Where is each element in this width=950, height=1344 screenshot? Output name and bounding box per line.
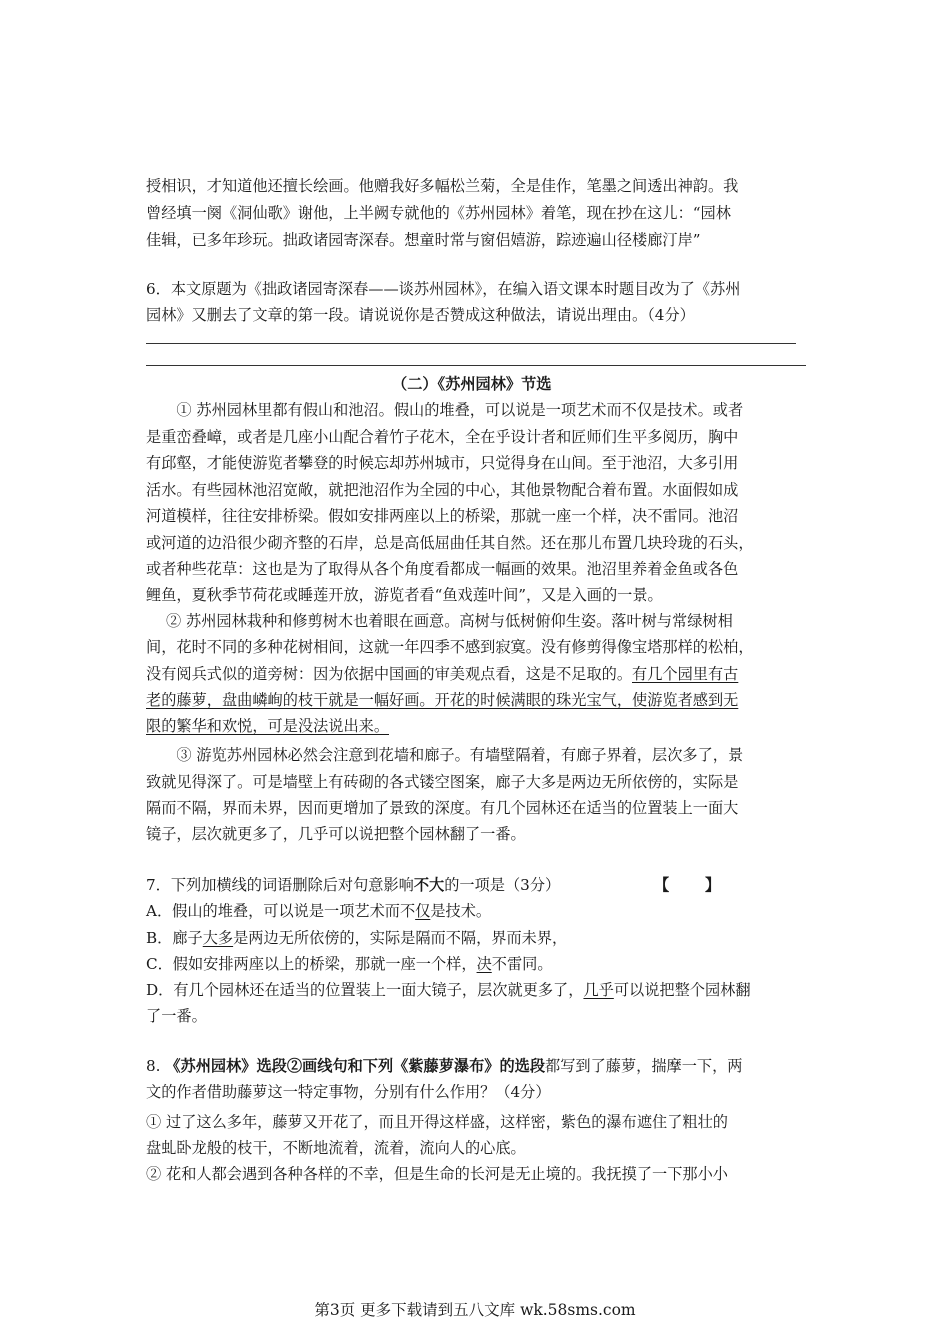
q7-a-underlined: 仅	[415, 902, 431, 920]
answer-line-2	[146, 365, 806, 366]
q8-excerpt-1-line-2: 盘虬卧龙般的枝干，不断地流着，流着，流向人的心底。	[146, 1139, 526, 1157]
q7-a-text: A．假山的堆叠，可以说是一项艺术而不	[146, 902, 416, 920]
q8-excerpt-2-line-1: ② 花和人都会遇到各种各样的不幸，但是生命的长河是无止境的。我抚摸了一下那小小	[146, 1165, 728, 1183]
p3-line-1: ③ 游览苏州园林必然会注意到花墙和廊子。有墙壁隔着，有廊子界着，层次多了，景	[146, 746, 744, 764]
q7-stem-text-a: 7．下列加横线的词语删除后对句意影响	[146, 876, 414, 894]
q7-d-text-end: 可以说把整个园林翻	[613, 981, 751, 999]
answer-line-1	[146, 343, 796, 344]
q7-d-text: D．有几个园林还在适当的位置装上一面大镜子，层次就更多了，	[146, 981, 584, 999]
page-footer: 第3页 更多下载请到五八文库 wk.58sms.com	[314, 1301, 636, 1319]
q8-number: 8.	[146, 1057, 166, 1075]
q7-option-a	[146, 901, 491, 921]
intro-line-2: 曾经填一阕《洞仙歌》谢他，上半阙专就他的《苏州园林》着笔，现在抄在这儿：“园林	[146, 204, 731, 222]
p2-line-3	[146, 664, 738, 684]
p3-line-2: 致就见得深了。可是墙壁上有砖砌的各式镂空图案，廊子大多是两边无所依傍的，实际是	[146, 773, 739, 791]
p1-line-8: 鲤鱼，夏秋季节荷花或睡莲开放，游览者看“鱼戏莲叶间”，又是入画的一景。	[146, 586, 663, 604]
q7-option-d-cont: 了一番。	[146, 1007, 207, 1025]
q7-stem-emphasis: 不大	[413, 876, 445, 894]
p1-line-3: 有邱壑，才能使游览者攀登的时候忘却苏州城市，只觉得身在山间。至于池沼，大多引用	[146, 454, 739, 472]
p2-line-3-plain: 没有阅兵式似的道旁树：因为依据中国画的审美观点看，这是不足取的。	[146, 665, 632, 683]
p1-line-6: 或河道的边沿很少砌齐整的石岸，总是高低屈曲任其自然。还在那儿布置几块玲珑的石头，	[146, 534, 754, 552]
p1-line-7: 或者种些花草：这也是为了取得从各个角度看都成一幅画的效果。池沼里养着金鱼或各色	[146, 560, 739, 578]
intro-line-3: 佳辑，已多年珍玩。拙政诸园寄深春。想童时常与窗侣嬉游，踪迹遍山径楼廊汀岸”	[146, 231, 701, 249]
q7-stem	[146, 875, 560, 895]
p1-line-4: 活水。有些园林池沼宽敞，就把池沼作为全园的中心，其他景物配合着布置。水面假如成	[146, 481, 739, 499]
q7-answer-bracket-open: 【	[654, 876, 670, 894]
q7-option-d	[146, 980, 751, 1000]
section-title: （二）《苏州园林》节选	[392, 375, 552, 393]
q7-b-text: B．廊子	[146, 929, 203, 947]
p2-underlined-sentence-start: 有几个园里有古	[632, 665, 739, 683]
q7-c-text-end: 不雷同。	[491, 955, 553, 973]
q8-excerpt-1-line-1: ① 过了这么多年，藤萝又开花了，而且开得这样盛，这样密，紫色的瀑布遮住了粗壮的	[146, 1113, 728, 1131]
intro-line-1: 授相识，才知道他还擅长绘画。他赠我好多幅松兰菊，全是佳作，笔墨之间透出神韵。我	[146, 177, 739, 195]
q7-a-text-end: 是技术。	[430, 902, 492, 920]
q6-line-2: 园林》又删去了文章的第一段。请说说你是否赞成这种做法，请说出理由。（4分）	[146, 306, 695, 324]
q6-line-1: 6．本文原题为《拙政诸园寄深春——谈苏州园林》，在编入语文课本时题目改为了《苏州	[146, 280, 741, 298]
q7-answer-bracket-close: 】	[705, 876, 721, 894]
p1-line-2: 是重峦叠嶂，或者是几座小山配合着竹子花木，全在乎设计者和匠师们生平多阅历，胸中	[146, 428, 739, 446]
p3-line-4: 镜子，层次就更多了，几乎可以说把整个园林翻了一番。	[146, 825, 526, 843]
q7-b-underlined: 大多	[202, 929, 234, 947]
q8-stem-line-1	[146, 1056, 742, 1076]
q7-d-underlined: 几乎	[583, 981, 614, 999]
p1-line-5: 河道模样，往往安排桥梁。假如安排两座以上的桥梁，那就一座一个样，决不雷同。池沼	[146, 507, 739, 525]
q7-c-text: C．假如安排两座以上的桥梁，那就一座一个样，	[146, 955, 477, 973]
q7-b-text-end: 是两边无所依傍的，实际是隔而不隔，界而未界，	[233, 929, 568, 947]
q8-stem-emphasis: 《苏州园林》选段②画线句和下列《紫藤萝瀑布》的选段	[165, 1057, 546, 1075]
q8-stem-rest: 都写到了藤萝，揣摩一下，两	[545, 1057, 743, 1075]
p1-line-1: ① 苏州园林里都有假山和池沼。假山的堆叠，可以说是一项艺术而不仅是技术。或者	[146, 401, 744, 419]
p2-underlined-line-5: 限的繁华和欢悦，可是没法说出来。	[146, 717, 389, 735]
p3-line-3: 隔而不隔，界而未界，因而更增加了景致的深度。有几个园林还在适当的位置装上一面大	[146, 799, 739, 817]
q7-option-c	[146, 954, 553, 974]
p2-line-2: 间，花时不同的多种花树相间，这就一年四季不感到寂寞。没有修剪得像宝塔那样的松柏，	[146, 638, 754, 656]
p2-underlined-line-4: 老的藤萝，盘曲嶙峋的枝干就是一幅好画。开花的时候满眼的珠光宝气，使游览者感到无	[146, 691, 739, 709]
q7-stem-text-b: 的一项是（3分）	[444, 876, 561, 894]
q7-c-underlined: 决	[476, 955, 492, 973]
q7-option-b	[146, 928, 567, 948]
p2-line-1: ② 苏州园林栽种和修剪树木也着眼在画意。高树与低树俯仰生姿。落叶树与常绿树相	[146, 612, 733, 630]
q8-stem-line-2: 文的作者借助藤萝这一特定事物，分别有什么作用？（4分）	[146, 1083, 551, 1101]
